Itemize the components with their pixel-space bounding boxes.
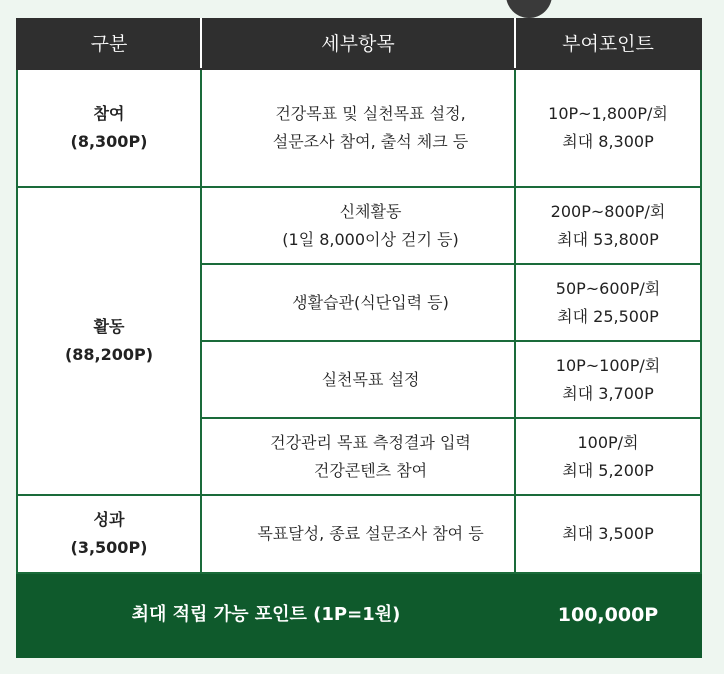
points-max: 최대 3,700P [562,383,654,403]
category-points: (3,500P) [70,538,148,557]
detail-line: 목표달성, 종료 설문조사 참여 등 [257,524,484,543]
detail-cell [201,418,515,495]
top-strip [0,0,724,18]
header-detail: 세부항목 [201,19,515,69]
category-activity [17,187,201,495]
category-points: (88,200P) [64,345,154,364]
points-max: 최대 25,500P [557,306,659,326]
points-cell [515,264,701,341]
points-cell [515,69,701,187]
category-label: 참여 [93,104,125,123]
table-footer-row [17,573,701,657]
points-cell [515,495,701,573]
footer-label: 최대 적립 가능 포인트 (1P=1원) [17,573,515,657]
points-max: 최대 3,500P [562,524,654,543]
points-cell [515,187,701,264]
detail-line: 실천목표 설정 [321,369,420,389]
points-max: 최대 5,200P [562,460,654,480]
points-table [16,18,702,658]
detail-cell [201,495,515,573]
points-max: 최대 8,300P [562,132,654,151]
detail-line: 건강콘텐츠 참여 [313,460,428,480]
header-category: 구분 [17,19,201,69]
points-line: 50P~600P/회 [555,278,661,298]
points-line: 10P~1,800P/회 [548,104,668,123]
header-points: 부여포인트 [515,19,701,69]
table-header-row [17,19,701,69]
points-line: 10P~100P/회 [555,355,661,375]
detail-cell [201,264,515,341]
detail-line: 설문조사 참여, 출석 체크 등 [272,132,469,151]
detail-cell [201,341,515,418]
footer-total: 100,000P [515,573,701,657]
detail-line: 건강목표 및 실천목표 설정, [275,104,466,123]
category-label: 성과 [93,510,125,529]
category-participation [17,69,201,187]
detail-line: 신체활동 [339,201,402,221]
table-row-result [17,495,701,573]
points-cell [515,341,701,418]
points-cell [515,418,701,495]
detail-line: 생활습관(식단입력 등) [292,292,449,312]
table-row-activity [17,187,701,264]
table-row-participation [17,69,701,187]
category-points: (8,300P) [70,132,148,151]
points-max: 최대 53,800P [557,229,659,249]
points-line: 100P/회 [577,432,639,452]
points-line: 200P~800P/회 [550,201,666,221]
detail-line: 건강관리 목표 측정결과 입력 [270,432,471,452]
detail-line: (1일 8,000이상 걷기 등) [282,229,459,249]
detail-cell [201,69,515,187]
detail-cell [201,187,515,264]
category-label: 활동 [93,317,125,336]
category-result [17,495,201,573]
